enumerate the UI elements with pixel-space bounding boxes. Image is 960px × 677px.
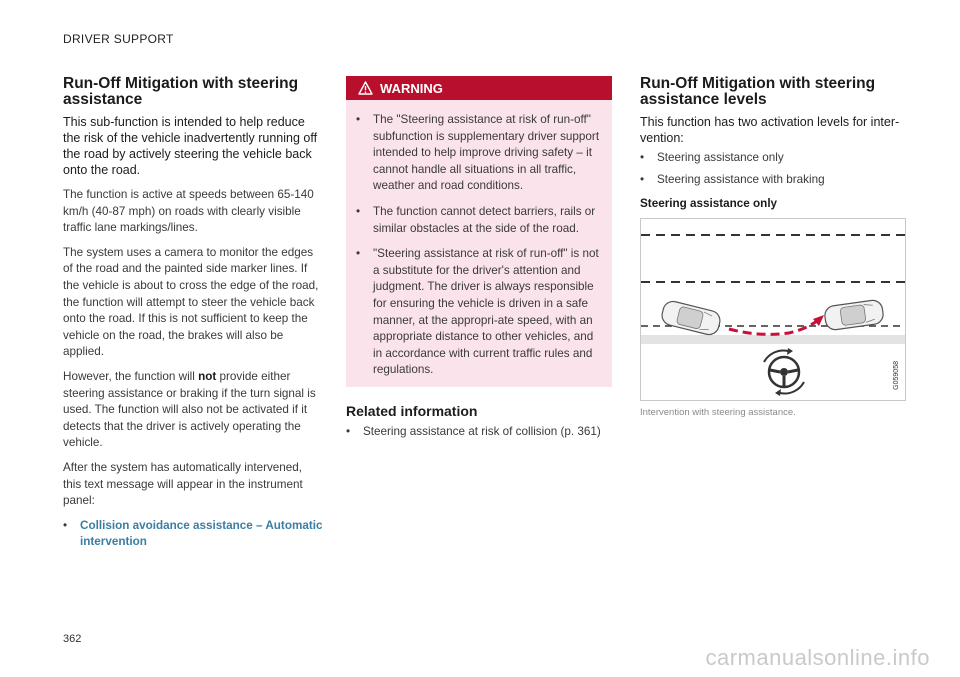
level-item-text: Steering assistance only: [657, 151, 784, 164]
warning-item: [356, 112, 602, 195]
instrument-message-text: Collision avoidance assistance – Automatic intervention: [80, 518, 323, 549]
bullet: •: [640, 151, 645, 164]
warning-item: [356, 246, 602, 379]
related-list: [346, 424, 612, 441]
watermark: carmanualsonline.info: [705, 645, 930, 670]
text-fragment: However, the function will: [63, 369, 199, 383]
warning-item: [356, 204, 602, 237]
figure-caption: Intervention with steering assistance.: [640, 407, 796, 419]
bullet: •: [640, 172, 645, 186]
warning-list: [356, 112, 602, 379]
related-link-item[interactable]: [346, 424, 612, 441]
emphasis-not: not: [198, 369, 217, 383]
heading-run-off-mitigation: Run-Off Mitigation with steering assistance: [63, 75, 299, 108]
bullet: •: [356, 247, 361, 261]
levels-lead: This function has two activation levels for inter-vention:: [640, 115, 900, 145]
heading-related-information: Related information: [346, 402, 478, 419]
related-link-text[interactable]: Steering assistance at risk of collision (p. 361): [363, 424, 601, 438]
column-warning: [346, 76, 612, 446]
figure-code: G059058: [893, 361, 900, 391]
level-item: [640, 150, 908, 167]
paragraph-speed-range: The function is active at speeds between 65-140 km/h (40-87 mph) on roads with clearly visible traffic lane markings/lines.: [63, 188, 314, 235]
warning-body: [346, 100, 612, 387]
warning-item-text: The function cannot detect barriers, rails or similar obstacles at the side of the road.: [373, 204, 596, 235]
list-item-message: [63, 518, 323, 551]
illustration-steering-assistance: [640, 218, 906, 401]
warning-triangle-icon: [358, 81, 373, 95]
column-levels: [640, 76, 908, 418]
road-diagram: [641, 219, 905, 400]
warning-item-text: "Steering assistance at risk of run-off" is not a substitute for the driver's attention and judgment. The driver is always responsible for ensuring the vehicle is driven in a safe manner, at the appropri-ate speed, with an appropriate distance to other vehicles, and in accordance with current traffic rules and regulations.: [373, 247, 599, 377]
section-title: DRIVER SUPPORT: [63, 32, 174, 46]
level-item: [640, 172, 908, 189]
warning-title: WARNING: [380, 80, 443, 96]
message-list: [63, 518, 323, 551]
column-main: [63, 76, 323, 556]
paragraph-exceptions: [63, 369, 323, 452]
bullet: •: [356, 113, 361, 126]
bullet: •: [346, 424, 351, 438]
bullet: •: [356, 204, 361, 218]
warning-header: [346, 76, 612, 100]
text-fragment: provide either steering assistance or braking if the turn signal is used. The function will also not be activated if it detects that the driver is actively operating the vehicle.: [63, 369, 316, 450]
warning-item-text: The "Steering assistance at risk of run-off" subfunction is supplementary driver support intended to help improve driving safety – it cannot handle all situations in all traffic, weather and road conditions.: [373, 113, 600, 193]
levels-list: [640, 150, 908, 188]
level-item-text: Steering assistance with braking: [657, 172, 825, 186]
bullet: •: [63, 518, 68, 532]
page-number: 362: [63, 633, 82, 645]
subheading-steering-only: Steering assistance only: [640, 197, 778, 211]
lead-paragraph: This sub-function is intended to help reduce the risk of the vehicle inadvertently running off the road by actively steering the vehicle back onto the road.: [63, 115, 318, 177]
heading-levels: Run-Off Mitigation with steering assistance levels: [640, 75, 876, 108]
paragraph-message-intro: After the system has automatically intervened, this text message will appear in the instrument panel:: [63, 460, 303, 508]
road-shoulder: [641, 335, 905, 344]
paragraph-camera: The system uses a camera to monitor the edges of the road and the painted side marker lines. If the vehicle is about to cross the edge of the road, the function will attempt to steer the vehicle back onto the road. If this is not sufficient to keep the vehicle on the road, the brakes will also be applied.: [63, 245, 319, 359]
